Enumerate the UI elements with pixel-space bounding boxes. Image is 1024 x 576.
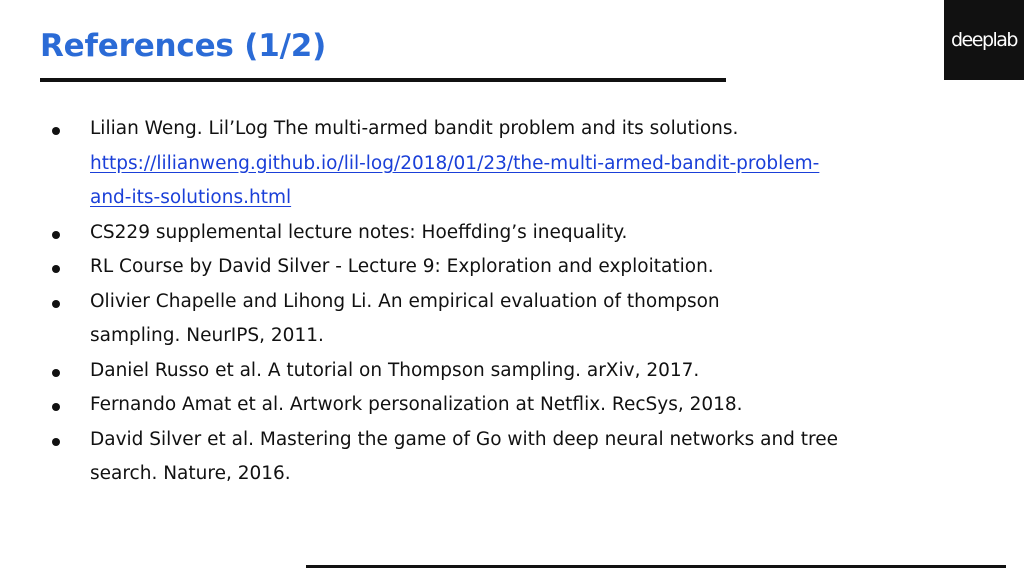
reference-text: search. Nature, 2016.	[90, 463, 291, 484]
deeplab-logo	[944, 0, 1024, 80]
reference-text: CS229 supplemental lecture notes: Hoeffding’s inequality.	[90, 221, 628, 243]
reference-text: Olivier Chapelle and Lihong Li. An empirical evaluation of thompson	[90, 290, 720, 312]
reference-item	[52, 112, 992, 216]
reference-text: Daniel Russo et al. A tutorial on Thompson sampling. arXiv, 2017.	[90, 359, 700, 381]
bottom-rule	[306, 565, 1006, 568]
slide-title: References (1/2)	[40, 28, 327, 64]
reference-text: David Silver et al. Mastering the game of Go with deep neural networks and tree	[90, 428, 839, 450]
reference-text: Fernando Amat et al. Artwork personalization at Netflix. RecSys, 2018.	[90, 394, 743, 415]
title-underline	[40, 78, 726, 82]
bullet-icon	[52, 300, 60, 308]
bullet-icon	[52, 438, 60, 446]
reference-link[interactable]: https://lilianweng.github.io/lil-log/2018/01/23/the-multi-armed-bandit-problem-	[90, 152, 820, 174]
reference-item	[52, 423, 992, 492]
reference-link[interactable]: and-its-solutions.html	[90, 187, 292, 208]
bullet-icon	[52, 369, 60, 377]
reference-item	[52, 250, 992, 285]
reference-item	[52, 388, 992, 423]
reference-text: Lilian Weng. Lil’Log The multi-armed bandit problem and its solutions.	[90, 118, 739, 139]
reference-item	[52, 216, 992, 251]
reference-list	[52, 112, 992, 492]
logo-text: deeplab	[951, 29, 1017, 51]
bullet-icon	[52, 231, 60, 239]
reference-text: sampling. NeurIPS, 2011.	[90, 325, 324, 346]
bullet-icon	[52, 265, 60, 273]
bullet-icon	[52, 403, 60, 411]
reference-text: RL Course by David Silver - Lecture 9: Exploration and exploitation.	[90, 256, 714, 277]
reference-item	[52, 354, 992, 389]
bullet-icon	[52, 127, 60, 135]
reference-item	[52, 285, 992, 354]
